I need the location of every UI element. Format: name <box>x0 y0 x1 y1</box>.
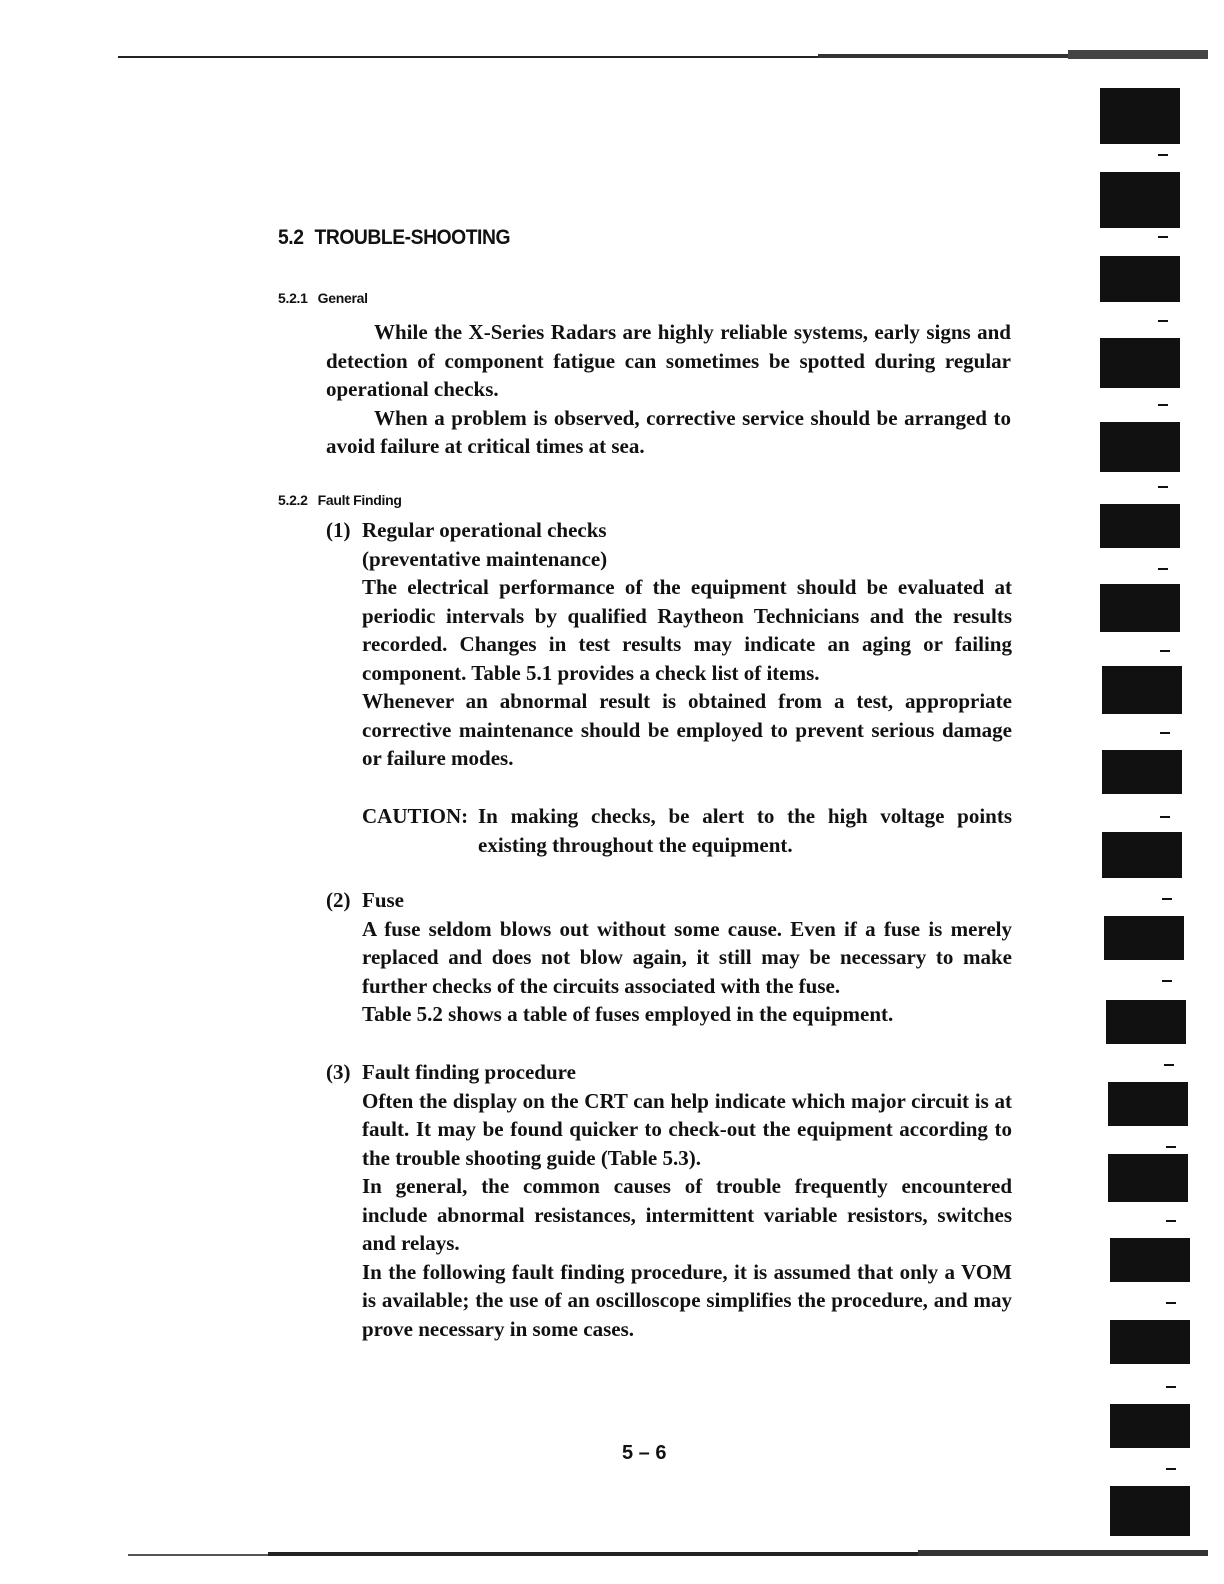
list-item-title: Regular operational checks <box>362 518 607 542</box>
list-item-paragraph: Often the display on the CRT can help indicate which major circuit is at fault. It may be found quicker to check-out the equipment according to the trouble shooting guide (Table 5.3). <box>362 1088 1012 1170</box>
list-item-paragraph: Table 5.2 shows a table of fuses employed in the equipment. <box>362 1002 894 1026</box>
list-item-marker: (2) <box>326 888 351 912</box>
subsection-heading-fault-finding <box>278 492 402 508</box>
list-item-paragraph: A fuse seldom blows out without some cause. Even if a fuse is merely replaced and does not blow again, it still may be necessary to make further checks of the circuits associated with the fuse. <box>362 916 1012 998</box>
section-title <box>278 226 510 250</box>
subsection-title: General <box>317 290 368 306</box>
page-number: 5 – 6 <box>622 1442 667 1464</box>
list-item-marker: (1) <box>326 518 351 542</box>
list-item-paragraph: The electrical performance of the equipment should be evaluated at periodic intervals by qualified Raytheon Technicians and the results recorded. Changes in test results may indicate an aging or failing component. Table 5.1 provides a check list of items. <box>362 575 1012 685</box>
binding-holes-decoration <box>1090 70 1220 1570</box>
scan-bottom-edge <box>118 1540 1208 1570</box>
caution-text: In making checks, be alert to the high voltage points existing throughout the equipment. <box>478 804 1012 857</box>
subsection-number: 5.2.2 <box>278 492 308 508</box>
list-item-title: Fault finding procedure <box>362 1060 576 1084</box>
section-number: 5.2 <box>278 226 304 249</box>
list-item-body <box>362 915 1012 1029</box>
section-title-text: TROUBLE-SHOOTING <box>314 226 511 249</box>
general-body <box>326 318 1011 461</box>
list-item-paragraph: In general, the common causes of trouble frequently encountered include abnormal resistances, intermittent variable resistors, switches and relays. <box>362 1174 1012 1255</box>
general-paragraph-2: When a problem is observed, corrective service should be arranged to avoid failure at critical times at sea. <box>326 405 1011 458</box>
subsection-number: 5.2.1 <box>278 290 308 306</box>
subsection-heading-general <box>278 290 368 306</box>
list-item-marker: (3) <box>326 1060 351 1084</box>
list-item-title: Fuse <box>362 888 404 912</box>
caution-label: CAUTION: <box>362 804 469 828</box>
list-item-body <box>362 1087 1012 1344</box>
general-paragraph-1: While the X-Series Radars are highly reliable systems, early signs and detection of component fatigue can sometimes be spotted during regular operational checks. <box>326 320 1011 401</box>
list-item-paragraph: Whenever an abnormal result is obtained from a test, appropriate corrective maintenance should be employed to prevent serious damage or failure modes. <box>362 689 1012 770</box>
subsection-title: Fault Finding <box>317 492 402 508</box>
list-item-paragraph: In the following fault finding procedure, it is assumed that only a VOM is available; the use of an oscilloscope simplifies the procedure, and may prove necessary in some cases. <box>362 1259 1012 1341</box>
scan-top-edge <box>118 50 1208 64</box>
list-item-body <box>362 573 1012 773</box>
list-item-subtitle: (preventative maintenance) <box>362 546 608 571</box>
